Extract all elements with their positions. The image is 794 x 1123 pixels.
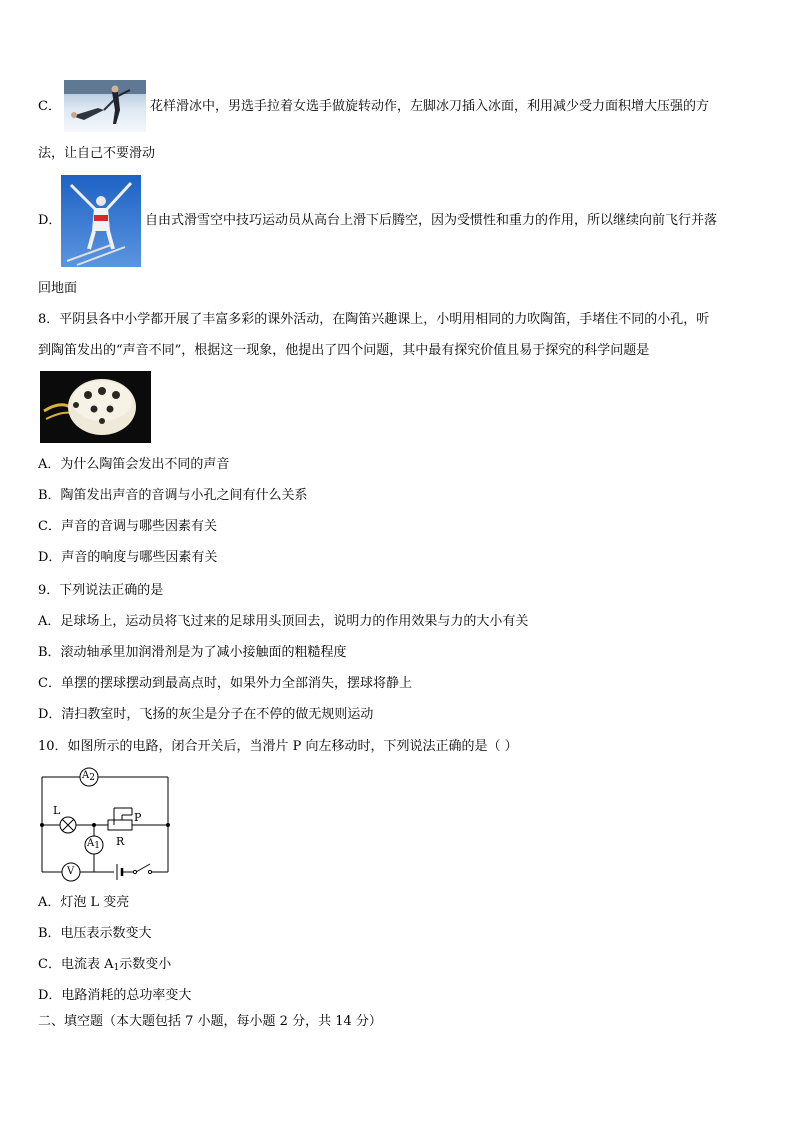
q8-stem-line2: 到陶笛发出的“声音不同”，根据这一现象，他提出了四个问题，其中最有探究价值且易于探究的科学问题是: [38, 343, 650, 358]
q8-stem-line1: 8．平阴县各中小学都开展了丰富多彩的课外活动，在陶笛兴趣课上，小明用相同的力吹陶笛，手堵住不同的小孔，听: [38, 312, 710, 327]
q8-option-d: D．声音的响度与哪些因素有关: [38, 550, 218, 565]
ammeter-a1-label: A1: [87, 838, 100, 851]
q9-option-a: A．足球场上，运动员将飞过来的足球用头顶回去，说明力的作用效果与力的大小有关: [38, 614, 529, 629]
q7-option-c-label: C．: [38, 99, 61, 114]
q7-option-d-label: D．: [38, 213, 62, 228]
rheostat-label: R: [116, 835, 125, 848]
circuit-diagram: [38, 764, 178, 886]
q7-option-d-text: 自由式滑雪空中技巧运动员从高台上滑下后腾空，因为受惯性和重力的作用，所以继续向前飞行并落: [145, 213, 718, 228]
q8-option-b: B．陶笛发出声音的音调与小孔之间有什么关系: [38, 488, 308, 503]
q7-option-c-continuation: 法，让自己不要滑动: [38, 146, 156, 161]
q10-option-c: C．电流表 $A_1$示数变小: [38, 957, 172, 973]
lamp-label: L: [53, 804, 61, 817]
ammeter-a2-label: A2: [82, 770, 95, 783]
section-2-heading: 二、填空题（本大题包括 7 小题，每小题 2 分，共 14 分）: [38, 1014, 382, 1029]
q10-option-d: D．电路消耗的总功率变大: [38, 988, 192, 1003]
q9-option-c: C．单摆的摆球摆动到最高点时，如果外力全部消失，摆球将静上: [38, 676, 412, 691]
q7-option-d-continuation: 回地面: [38, 281, 78, 296]
q9-option-d: D．清扫教室时，飞扬的灰尘是分子在不停的做无规则运动: [38, 707, 374, 722]
q10-option-a: A．灯泡 L 变亮: [38, 895, 130, 910]
q8-option-c: C．声音的音调与哪些因素有关: [38, 519, 217, 534]
freestyle-skier-photo: [61, 175, 141, 267]
q9-option-b: B．滚动轴承里加润滑剂是为了减小接触面的粗糙程度: [38, 645, 347, 660]
voltmeter-label: V: [67, 866, 75, 877]
q10-option-b: B．电压表示数变大: [38, 926, 152, 941]
slider-p-label: P: [134, 811, 142, 824]
q7-option-c-text: 花样滑冰中，男选手拉着女选手做旋转动作，左脚冰刀插入冰面，利用减少受力面积增大压强的方: [150, 99, 710, 114]
ocarina-photo: [40, 371, 151, 443]
q10-stem: 10．如图所示的电路，闭合开关后，当滑片 P 向左移动时，下列说法正确的是（ ）: [38, 739, 518, 754]
q8-option-a: A．为什么陶笛会发出不同的声音: [38, 457, 230, 472]
figure-skating-photo: [64, 80, 146, 132]
q9-stem: 9．下列说法正确的是: [38, 583, 164, 598]
